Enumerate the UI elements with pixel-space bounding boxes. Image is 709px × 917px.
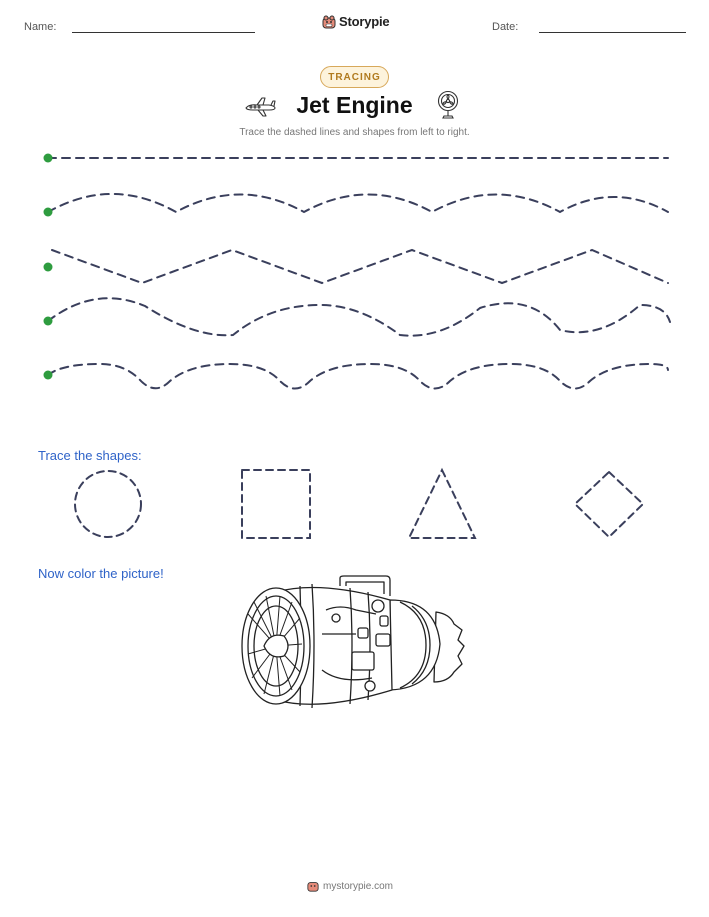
tracing-line-zigzag[interactable] [52,250,668,283]
start-dot [44,371,53,380]
footer-url[interactable]: mystorypie.com [323,880,394,892]
tracing-line-gentle-wave[interactable] [48,194,668,212]
name-label: Name: [24,21,57,33]
color-section-label: Now color the picture! [38,566,164,581]
start-dot [44,263,53,272]
shapes-section-label: Trace the shapes: [38,448,142,463]
start-dot [44,317,53,326]
jet-engine-illustration[interactable] [240,574,470,714]
shape-diamond[interactable] [575,472,643,537]
tracing-badge: TRACING [320,66,389,88]
footer [307,880,393,892]
date-label: Date: [492,21,519,33]
tracing-lines[interactable] [0,0,709,420]
instructions: Trace the dashed lines and shapes from left to right. [239,127,470,138]
tracing-line-bumpy-wave[interactable] [48,364,668,389]
page-title: Jet Engine [296,92,413,118]
shape-triangle[interactable] [409,470,475,538]
tracing-shapes[interactable] [0,460,709,550]
start-dot [44,154,53,163]
start-dot [44,208,53,217]
brand-name: Storypie [339,14,390,29]
shape-circle[interactable] [75,471,141,537]
tracing-line-wave[interactable] [48,298,670,335]
shape-square[interactable] [242,470,310,538]
storypie-mascot-icon [307,880,319,892]
